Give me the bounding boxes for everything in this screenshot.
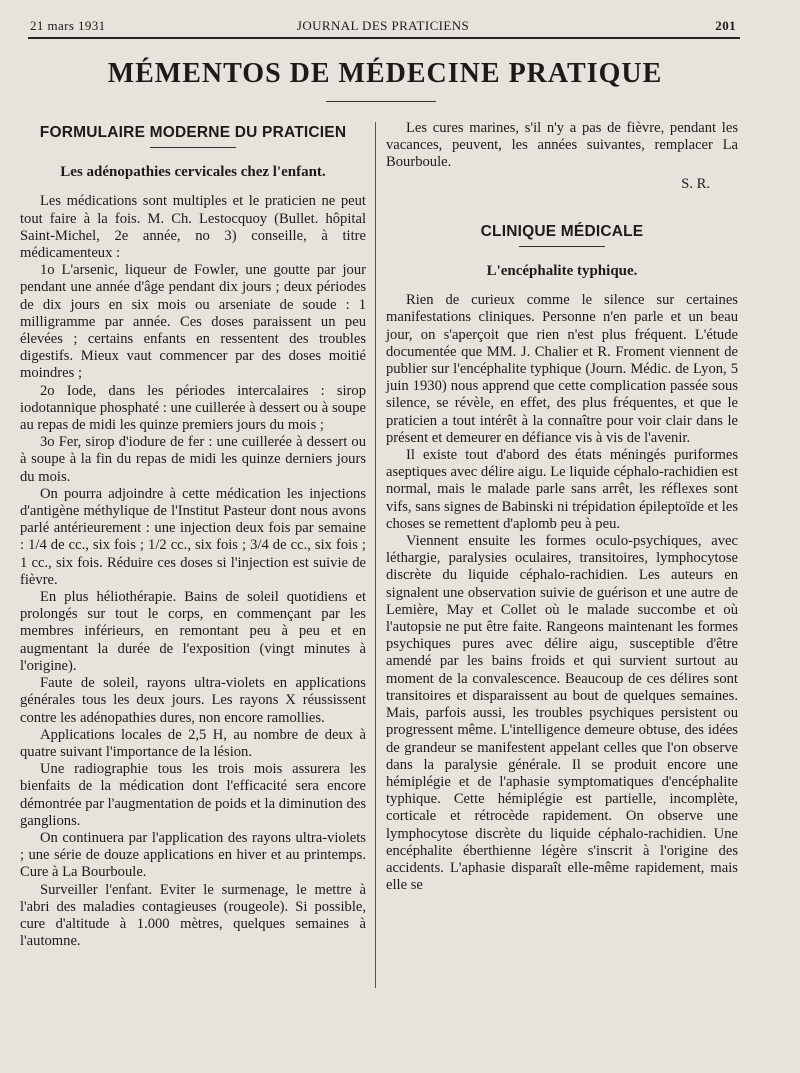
paragraph: Faute de soleil, rayons ultra-violets en applications générales tous les deux jours. Les rayons X réussissent contre les adénopathies dures, non encore ramollies. [20,675,366,726]
section-title-clinique: CLINIQUE MÉDICALE [480,222,644,240]
title-rule [326,101,436,102]
column-divider [375,122,376,988]
header-date: 21 mars 1931 [30,18,106,33]
article-body-encephalite [386,292,738,894]
continued-paragraph: Les cures marines, s'il n'y a pas de fièvre, pendant les vacances, peuvent, les années suivantes, remplacer La Bourboule. [386,120,738,171]
header-page-number: 201 [715,18,736,33]
section-rule [519,246,605,247]
running-header [30,18,736,36]
page-title: MÉMENTOS DE MÉDECINE PRATIQUE [107,58,663,89]
article-subtitle-adenopathies: Les adénopathies cervicales chez l'enfant. [60,164,326,181]
section-rule [150,147,236,148]
paragraph: Une radiographie tous les trois mois assurera les bienfaits de la médication dont l'efficacité sera encore démontrée par l'augmentation de poids et la diminution des ganglions. [20,761,366,829]
paragraph: Rien de curieux comme le silence sur certaines manifestations cliniques. Personne n'en parle et un beau jour, on s'aperçoit que rien n'est plus fréquent. L'étude documentée que MM. J. Chalier et R. Froment viennent de publier sur l'encéphalite typhique (Journ. Médic. de Lyon, 5 juin 1930) nous apprend que cette complication passée sous silence, se révèle, en effet, des plus fréquentes, et que le praticien a tout intérêt à la connaître pour voir clair dans le présent et demeurer en défiance vis à vis de l'avenir. [386,292,738,446]
paragraph: On continuera par l'application des rayons ultra-violets ; une série de douze applications en hiver et au printemps. Cure à La Bourboule. [20,829,366,881]
header-rule [28,37,740,39]
right-column [386,120,738,894]
paragraph: Surveiller l'enfant. Eviter le surmenage, le mettre à l'abri des maladies contagieuses (rougeole). Si possible, cure d'altitude à 1.000 mètres, quelques semaines à l'automne. [20,881,366,950]
paragraph: Viennent ensuite les formes oculo-psychiques, avec léthargie, paralysies oculaires, transitoires, lymphocytose discrète du liquide céphalo-rachidien. Les auteurs en signalent une observation suivie de guérison et une autre de Lemière, May et Collet où le malade succombe et où l'autopsie ne put être faite. Rangeons maintenant les formes psychiques pures avec délire aigu, susceptible d'être amendé par les bains froids et qui survient surtout au moment de la convalescence. Beaucoup de ces délires sont transitoires et disparaissent au bout de quelques semaines. Mais, parfois aussi, les troubles psychiques persistent ou progressent même. L'intelligence demeure obtuse, des idées de grandeur se manifestent appelant celles que l'on observe dans la paralysie générale. Il se produit encore une hémiplégie et de l'aphasie symptomatiques d'encéphalite typhique. Cette hémiplégie est partielle, incomplète, corticale et rétrocède rapidement. On observe une lymphocytose discrète du liquide céphalo-rachidien. Une encéphalite éberthienne légère s'inscrit à l'origine des accidents. L'aphasie disparaît elle-même rapidement, mais elle se [386,533,738,894]
paragraph: 1o L'arsenic, liqueur de Fowler, une goutte par jour pendant une année d'âge pendant dix jours ; deux périodes de dix jours en six mois ou arseniate de soude : 1 milligramme par année. Ces doses paraissent un peu élevées ; certains enfants en ressentent des troubles digestifs. Mieux vaut commencer par des doses moitié moindres ; [20,262,366,382]
paragraph: Il existe tout d'abord des états méningés puriformes aseptiques avec délire aigu. Le liquide céphalo-rachidien est normal, mais le malade parle sans arrêt, les réflexes sont vifs, sans signes de Babinski ni trépidation épileptoïde et les choses se remettent d'aplomb peu à peu. [386,447,738,532]
paragraph: Les médications sont multiples et le praticien ne peut tout faire à la fois. M. Ch. Lestocquoy (Bullet. hôpital Saint-Michel, 2e année, no 3) conseille, à titre médicamenteux : [20,193,366,262]
left-column [20,120,366,950]
author-signature: S. R. [681,175,710,192]
paragraph: On pourra adjoindre à cette médication les injections d'antigène méthylique de l'Institut Pasteur dont nous avons parlé antérieurement : une injection deux fois par semaine : 1/4 de cc., six fois ; 1/2 cc., six fois ; 3/4 de cc., six fois ; 1 cc., six fois. Réduire ces doses si l'injection est suivie de fièvre. [20,485,366,588]
paragraph: 3o Fer, sirop d'iodure de fer : une cuillerée à dessert ou à soupe à la fin du repas de midi les quinze derniers jours du mois. [20,434,366,485]
article-subtitle-encephalite: L'encéphalite typhique. [486,263,638,280]
header-journal-name: JOURNAL DES PRATICIENS [296,18,470,33]
section-title-formulaire: FORMULAIRE MODERNE DU PRATICIEN [39,124,347,141]
article-body-adenopathies [20,193,366,950]
paragraph: En plus héliothérapie. Bains de soleil quotidiens et prolongés sur tout le corps, en commençant par les membres inférieurs, en remontant peu à peu et en augmentant la durée de l'exposition (vingt minutes à l'origine). [20,589,366,674]
paragraph: Applications locales de 2,5 H, au nombre de deux à quatre suivant l'importance de la lésion. [20,726,366,760]
paragraph: 2o Iode, dans les périodes intercalaires : sirop iodotannique phosphaté : une cuillerée à dessert ou à soupe au repas de midi les quinze premiers jours du mois ; [20,382,366,434]
